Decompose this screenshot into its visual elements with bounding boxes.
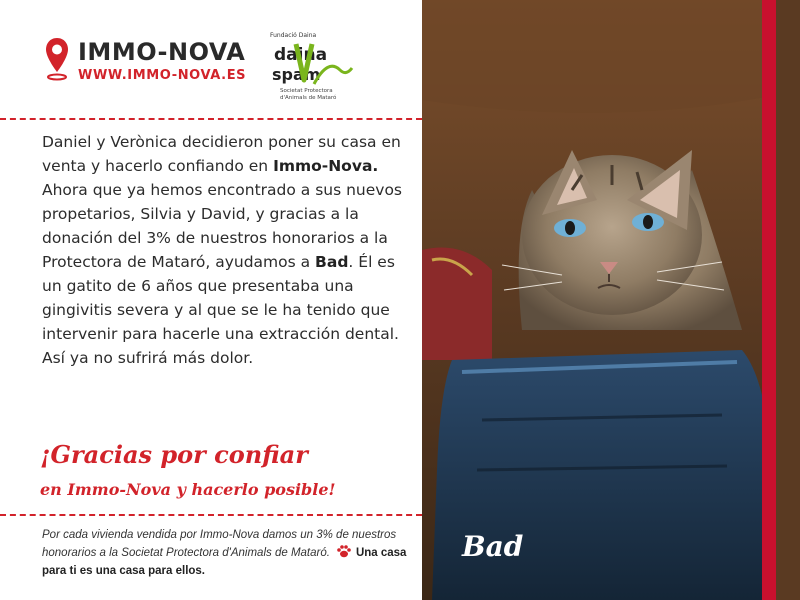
thanks-subheading: en Immo-Nova y hacerlo posible! (40, 480, 336, 499)
divider-bottom (0, 514, 422, 516)
daina-spam-logo-icon (270, 40, 360, 88)
divider-top (0, 118, 422, 120)
paw-icon (336, 544, 352, 558)
foundation-logo-line1: daina (274, 45, 328, 65)
foundation-title: Fundació Daina (270, 32, 317, 39)
location-pin-icon (44, 36, 70, 82)
brand-highlight: Immo-Nova. (273, 157, 379, 175)
cat-photo (422, 0, 800, 600)
story-text: Daniel y Verònica decidieron poner su casa en venta y hacerlo confiando en Immo-Nova. Ahora que ya hemos encontrado a sus nuevos propetarios, Silvia y David, y gracias a la donación del 3% de nuestros honorarios a la Protectora de Mataró, ayudamos a Bad. Él es un gatito de 6 años que presentaba una gingivitis severa y al que se le ha tenido que intervenir para hacerle una extracción dental. Así ya no sufrirá más dolor. (42, 133, 403, 367)
accent-bar (762, 0, 776, 600)
thanks-heading: ¡Gracias por confiar (40, 440, 308, 469)
foundation-subtitle: Societat Protectora d'Animals de Mataró (280, 88, 337, 101)
cat-name-highlight: Bad (315, 253, 349, 271)
footer-tagline: Una casa para ti es una casa para ellos. (42, 547, 407, 577)
foundation-logo-line2: spam (272, 65, 321, 84)
cat-illustration (422, 0, 800, 600)
footer-note: Por cada vivienda vendida por Immo-Nova damos un 3% de nuestros honorarios a la Societat Protectora d'Animals de Mataró. Una casa para ti es una casa para ellos. (42, 529, 407, 577)
brand-name: IMMO-NOVA (78, 38, 246, 66)
foundation-logo (270, 32, 360, 104)
photo-caption: Bad (462, 530, 524, 563)
brand-url[interactable]: WWW.IMMO-NOVA.ES (78, 68, 247, 83)
